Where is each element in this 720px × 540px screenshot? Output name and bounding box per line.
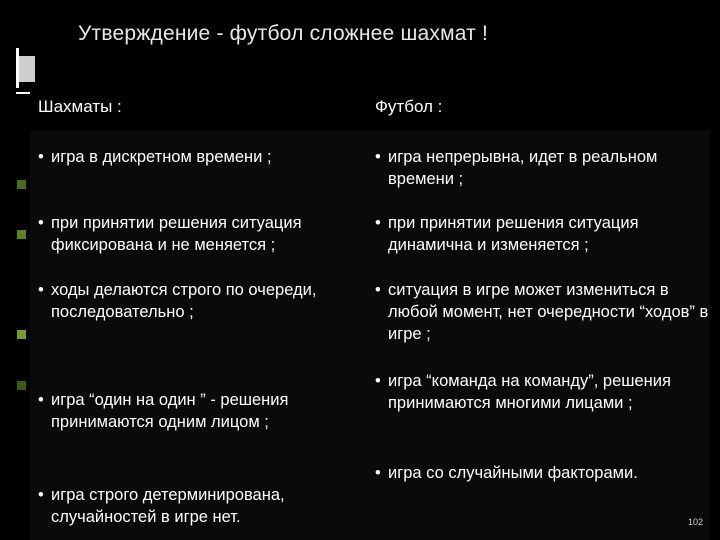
bullet-icon: •	[375, 281, 381, 299]
list-item: • при принятии решения ситуация динамична и изменяется ;	[375, 214, 639, 254]
bullet-icon: •	[375, 372, 381, 390]
column-header-football: Футбол :	[375, 97, 443, 116]
list-item: • игра со случайными факторами.	[375, 464, 638, 482]
bullet-icon: •	[38, 214, 44, 232]
bullet-icon: •	[38, 486, 44, 504]
list-item: • игра в дискретном времени ;	[38, 148, 272, 166]
list-item: • игра “один на один ” - решения принимаются одним лицом ;	[38, 391, 289, 431]
slide-title: Утверждение - футбол сложнее шахмат !	[78, 22, 489, 45]
list-item: • ситуация в игре может измениться в любой момент, нет очередности “ходов” в игре ;	[375, 281, 709, 343]
accent-square	[17, 230, 26, 239]
list-item: • игра строго детерминирована, случайностей в игре нет.	[38, 486, 285, 526]
column-header-chess: Шахматы :	[38, 97, 122, 116]
decorative-line	[16, 92, 30, 94]
accent-square	[17, 330, 26, 339]
bullet-icon: •	[38, 281, 44, 299]
accent-square	[17, 180, 26, 189]
bullet-icon: •	[375, 464, 381, 482]
bullet-icon: •	[38, 148, 44, 166]
bullet-icon: •	[375, 148, 381, 166]
list-item: • при принятии решения ситуация фиксирована и не меняется ;	[38, 214, 302, 254]
accent-square	[17, 381, 26, 390]
list-item: • игра “команда на команду”, решения принимаются многими лицами ;	[375, 372, 671, 412]
list-item: • ходы делаются строго по очереди, последовательно ;	[38, 281, 317, 321]
bullet-icon: •	[375, 214, 381, 232]
comparison-table	[30, 82, 710, 540]
decorative-block	[19, 56, 35, 82]
list-item: • игра непрерывна, идет в реальном времени ;	[375, 148, 658, 188]
page-number: 102	[688, 517, 704, 527]
bullet-icon: •	[38, 391, 44, 409]
